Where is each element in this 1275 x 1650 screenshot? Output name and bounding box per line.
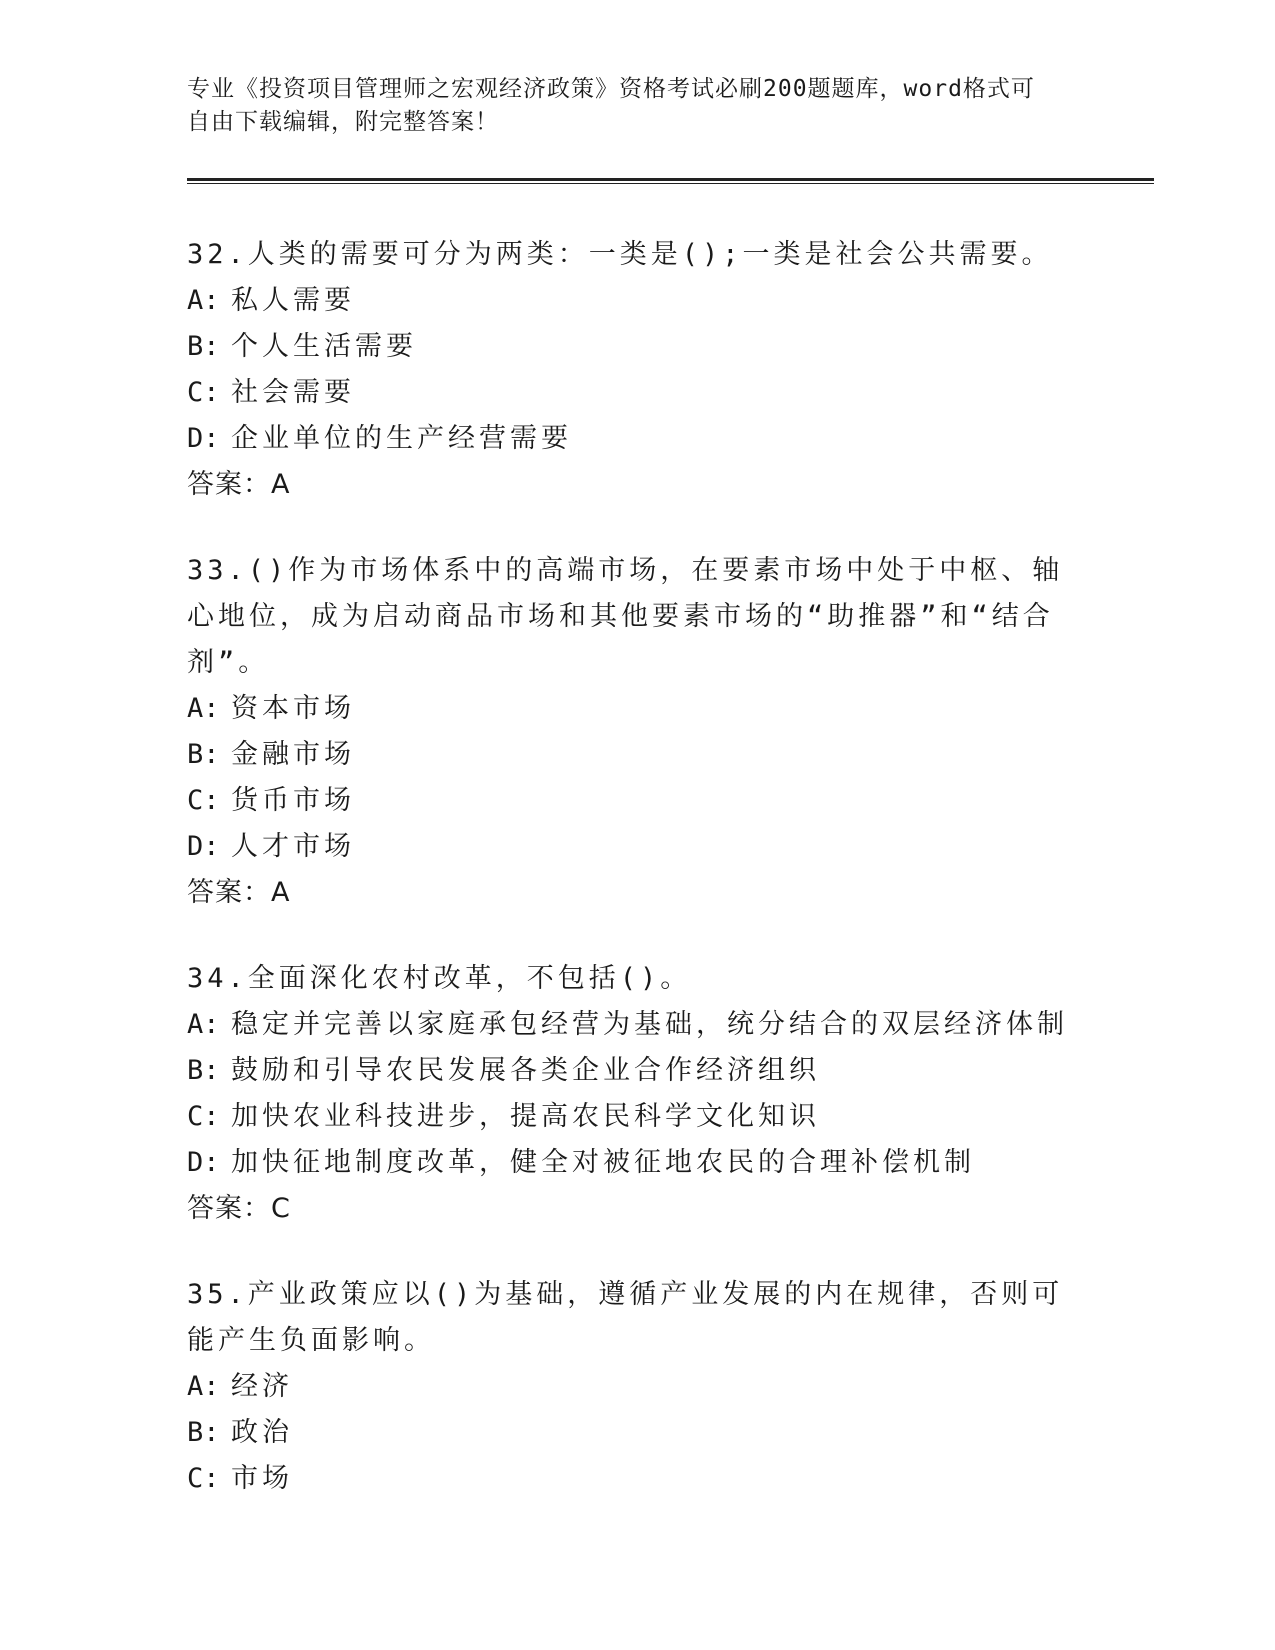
- option-letter: B:: [187, 739, 220, 770]
- option-text: 个人生活需要: [231, 331, 417, 362]
- option-letter: A:: [187, 693, 220, 724]
- answer-line: 答案：A: [187, 469, 291, 500]
- option-text: 市场: [231, 1463, 293, 1494]
- option-a: [187, 1002, 1087, 1048]
- option-a: [187, 1364, 1087, 1410]
- option-text: 企业单位的生产经营需要: [231, 423, 572, 454]
- option-text: 货币市场: [231, 785, 355, 816]
- option-d: [187, 1140, 1087, 1186]
- option-letter: C:: [187, 1101, 220, 1132]
- answer-line: 答案：C: [187, 1193, 291, 1224]
- option-c: [187, 370, 1087, 416]
- option-b: [187, 324, 1087, 370]
- option-text: 加快征地制度改革，健全对被征地农民的合理补偿机制: [231, 1147, 975, 1178]
- option-letter: D:: [187, 1147, 220, 1178]
- question-stem: 32.人类的需要可分为两类：一类是();一类是社会公共需要。: [187, 239, 1053, 270]
- option-d: [187, 416, 1087, 462]
- answer-line: 答案：A: [187, 877, 291, 908]
- question-32: [187, 232, 1087, 508]
- option-c: [187, 1094, 1087, 1140]
- question-35: [187, 1272, 1087, 1502]
- option-letter: C:: [187, 1463, 220, 1494]
- option-text: 稳定并完善以家庭承包经营为基础，统分结合的双层经济体制: [231, 1009, 1068, 1040]
- option-letter: A:: [187, 285, 220, 316]
- option-text: 金融市场: [231, 739, 355, 770]
- option-b: [187, 1410, 1087, 1456]
- option-c: [187, 1456, 1087, 1502]
- option-b: [187, 1048, 1087, 1094]
- header-line-2: 自由下载编辑，附完整答案！: [187, 109, 499, 135]
- option-letter: B:: [187, 1055, 220, 1086]
- option-letter: A:: [187, 1009, 220, 1040]
- document-header: [187, 73, 1087, 139]
- option-letter: A:: [187, 1371, 220, 1402]
- option-text: 经济: [231, 1371, 293, 1402]
- option-letter: C:: [187, 785, 220, 816]
- option-text: 私人需要: [231, 285, 355, 316]
- option-a: [187, 278, 1087, 324]
- option-b: [187, 732, 1087, 778]
- option-letter: B:: [187, 331, 220, 362]
- question-33: [187, 548, 1087, 916]
- option-text: 社会需要: [231, 377, 355, 408]
- option-text: 加快农业科技进步，提高农民科学文化知识: [231, 1101, 820, 1132]
- option-text: 鼓励和引导农民发展各类企业合作经济组织: [231, 1055, 820, 1086]
- option-c: [187, 778, 1087, 824]
- question-stem: 33.()作为市场体系中的高端市场，在要素市场中处于中枢、轴心地位，成为启动商品市场和其他要素市场的“助推器”和“结合剂”。: [187, 555, 1064, 678]
- option-letter: B:: [187, 1417, 220, 1448]
- option-letter: D:: [187, 831, 220, 862]
- header-line-1: 专业《投资项目管理师之宏观经济政策》资格考试必刷200题题库，word格式可: [187, 76, 1035, 102]
- option-letter: D:: [187, 423, 220, 454]
- option-text: 资本市场: [231, 693, 355, 724]
- header-divider-thick: [187, 178, 1154, 181]
- option-letter: C:: [187, 377, 220, 408]
- option-a: [187, 686, 1087, 732]
- option-d: [187, 824, 1087, 870]
- option-text: 人才市场: [231, 831, 355, 862]
- question-list: [187, 232, 1087, 1542]
- question-stem: 34.全面深化农村改革，不包括()。: [187, 963, 692, 994]
- question-stem: 35.产业政策应以()为基础，遵循产业发展的内在规律，否则可能产生负面影响。: [187, 1279, 1064, 1356]
- header-divider-thin: [187, 183, 1154, 184]
- question-34: [187, 956, 1087, 1232]
- option-text: 政治: [231, 1417, 293, 1448]
